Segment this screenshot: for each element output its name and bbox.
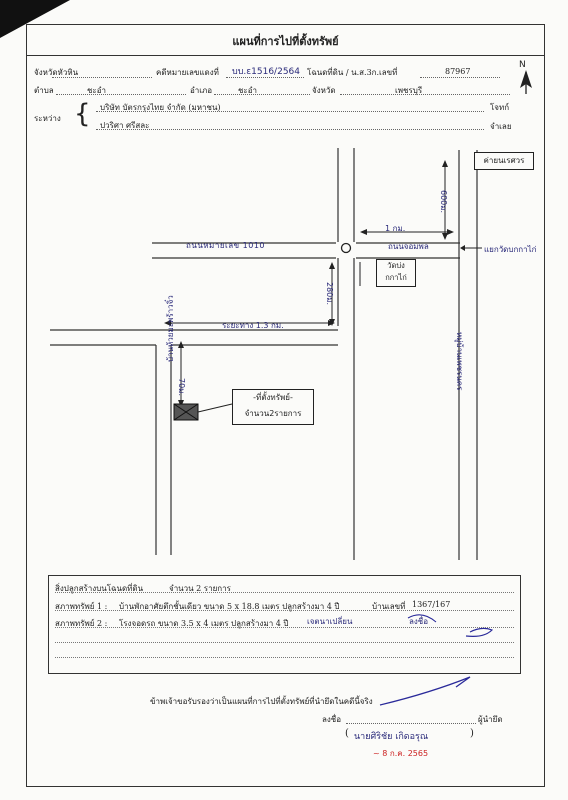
page-title: แผนที่การไปที่ตั้งทรัพย์: [232, 35, 339, 48]
soi-label: บ้านห้วยมะพร้าวจิ๋ว: [166, 295, 175, 362]
intersection-circle: [342, 244, 351, 253]
camp-label: ค่ายนเรศวร: [474, 152, 534, 170]
signer-name: นายศิริชัย เกิดอรุณ: [354, 732, 429, 742]
north-label: N: [519, 60, 526, 70]
paren-close: ): [470, 728, 474, 739]
amphoe-value: ชะอำ: [238, 86, 258, 95]
item1-label: สภาพทรัพย์ 1 :: [55, 602, 108, 611]
item2-desc: โรงจอดรถ ขนาด 3.5 x 4 เมตร ปลูกสร้างมา 4 ปี: [119, 619, 289, 628]
case-number: บบ.ε1516/2564: [232, 67, 300, 77]
distance-70m: 70ม.: [177, 378, 186, 396]
distance-1-3km: ระยะทาง 1.3 กม.: [222, 321, 284, 330]
target-label: -ที่ตั้งทรัพย์- จำนวน2รายการ: [232, 389, 314, 425]
brace-icon: {: [74, 99, 91, 129]
province-label: จังหวัดหัวหิน: [34, 68, 79, 77]
buildings-count: จำนวน 2 รายการ: [169, 584, 231, 593]
case-label: คดีหมายเลขแดงที่: [156, 68, 219, 77]
sign-label: ลงชื่อ: [322, 715, 342, 724]
between-label: ระหว่าง: [34, 114, 61, 123]
tambon-label: ตำบล: [34, 86, 54, 95]
party2-role: จำเลย: [490, 122, 512, 131]
signer-role: ผู้นำยึด: [478, 715, 503, 724]
deed-label: โฉนดที่ดิน / น.ส.3ก.เลขที่: [307, 68, 398, 77]
junction-label: แยกวัดบกกาไก่: [484, 245, 537, 254]
distance-600m: 600ม.: [439, 190, 448, 214]
changwat-value: เพชรบุรี: [395, 86, 423, 95]
party1-role: โจทก์: [490, 103, 510, 112]
amphoe-label: อำเภอ: [190, 86, 213, 95]
item1-desc: บ้านพักอาศัยตึกชั้นเดียว ขนาด 5 x 18.8 เมตร ปลูกสร้างมา 4 ปี: [119, 602, 340, 611]
signature-scribble-2: [380, 677, 470, 705]
north-arrow-icon: [520, 70, 532, 94]
date-stamp: ~ 8 ก.ค. 2565: [373, 749, 429, 758]
certify-statement: ข้าพเจ้าขอรับรองว่าเป็นแผนที่การไปที่ตั้งทรัพย์ที่นำยึดในคดีนี้จริง: [150, 697, 373, 706]
temple-label: วัดบ่ง กกาไก่: [376, 259, 416, 287]
party2-name: ปวริศา ศรีสละ: [100, 121, 150, 130]
distance-280m: 280ม.: [325, 282, 334, 306]
road-1010-label: ถนนหมายเลข 1010: [186, 241, 266, 250]
buildings-box: [48, 575, 521, 674]
item2-label: สภาพทรัพย์ 2 :: [55, 619, 108, 628]
paren-open: (: [345, 728, 349, 739]
deed-number: 87967: [445, 67, 471, 76]
item2-sign: ลงชื่อ: [409, 617, 429, 626]
party1-name: บริษัท บัตรกรุงไทย จำกัด (มหาชน): [100, 103, 221, 112]
item1-house-no: 1367/167: [412, 600, 451, 609]
item1-house-label: บ้านเลขที่: [372, 602, 406, 611]
changwat-label: จังหวัด: [312, 86, 336, 95]
road-village-label: หมู่บ้านเพชรนคร: [455, 332, 464, 391]
tambon-value: ชะอำ: [87, 86, 107, 95]
road-jomphon-label: ถนนจอมพล: [388, 242, 429, 251]
item2-note: เจตนาเปลี่ยน: [307, 617, 353, 626]
distance-1km: 1 กม.: [385, 224, 406, 233]
buildings-heading: สิ่งปลูกสร้างบนโฉนดที่ดิน: [55, 584, 144, 593]
